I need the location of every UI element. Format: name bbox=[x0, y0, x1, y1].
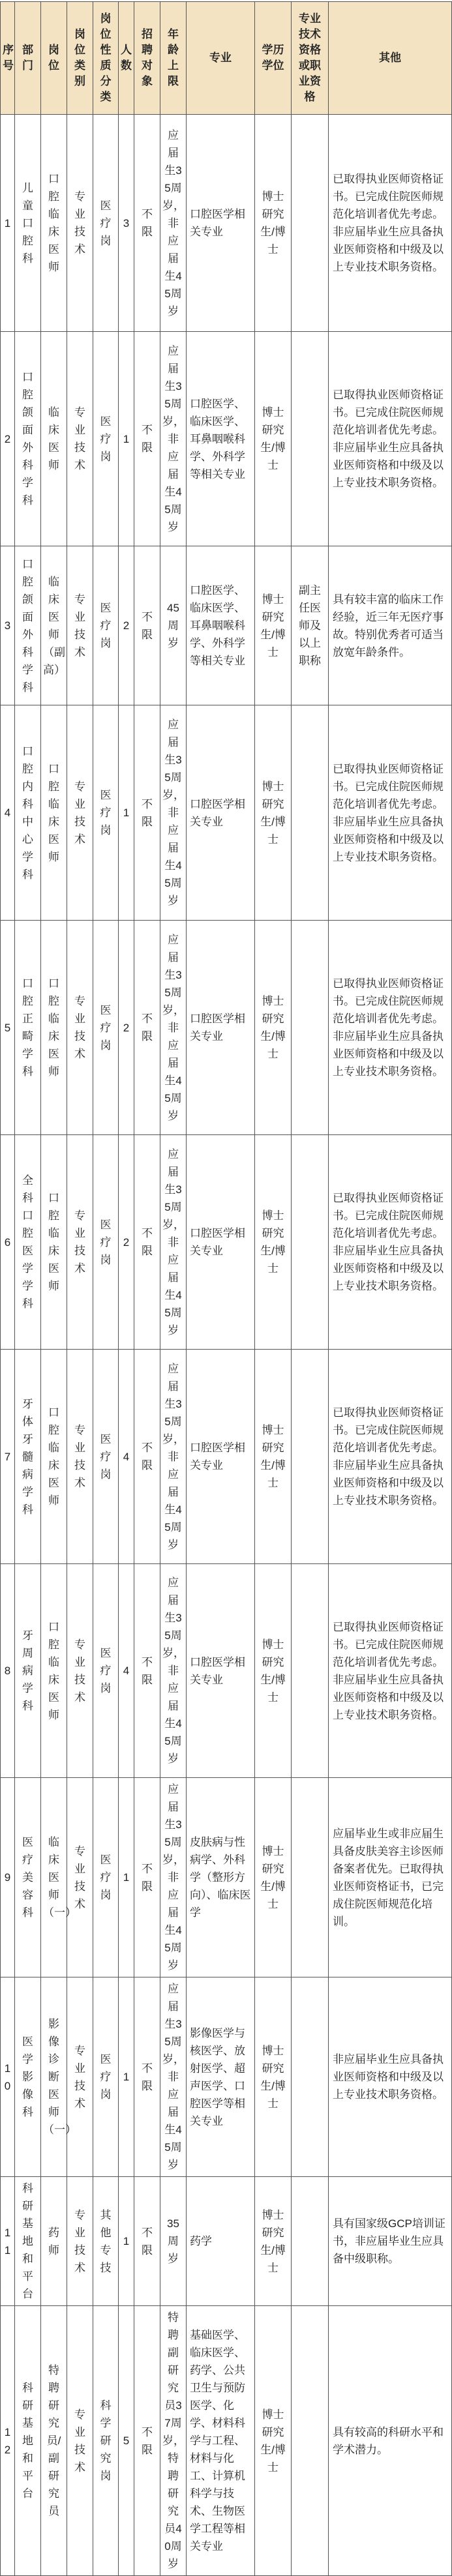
cell-target: 不限 bbox=[134, 1977, 160, 2177]
cell-dept: 全科口腔医学学科 bbox=[15, 1135, 41, 1350]
cell-dept: 口腔颌面外科学科 bbox=[15, 332, 41, 546]
cell-count: 1 bbox=[119, 1778, 134, 1977]
cell-target: 不限 bbox=[134, 115, 160, 332]
table-row bbox=[1, 921, 452, 1135]
cell-post: 药师 bbox=[41, 2177, 67, 2306]
cell-target: 不限 bbox=[134, 1564, 160, 1778]
cell-target: 不限 bbox=[134, 1778, 160, 1977]
cell-no: 11 bbox=[1, 2177, 15, 2306]
cell-category: 专业技术 bbox=[67, 705, 93, 921]
cell-dept: 口腔颌面外科学科 bbox=[15, 546, 41, 705]
cell-no: 8 bbox=[1, 1564, 15, 1778]
cell-target: 不限 bbox=[134, 705, 160, 921]
header-cell: 序号 bbox=[1, 2, 15, 115]
cell-qualification bbox=[292, 1350, 329, 1564]
table-row bbox=[1, 2177, 452, 2306]
cell-post: 口腔临床医师 bbox=[41, 921, 67, 1135]
header-cell: 专业技术资格或职业资格 bbox=[292, 2, 329, 115]
cell-degree: 博士研究生/博士 bbox=[255, 1350, 292, 1564]
header-cell: 年龄上限 bbox=[160, 2, 187, 115]
cell-other: 非应届毕业生应具备执业医师资格和中级及以上专业技术职务资格。 bbox=[329, 1977, 452, 2177]
cell-no: 4 bbox=[1, 705, 15, 921]
cell-dept: 科研基地和平台 bbox=[15, 2306, 41, 2576]
cell-no: 7 bbox=[1, 1350, 15, 1564]
cell-major: 口腔医学相关专业 bbox=[187, 1135, 255, 1350]
table-header-row bbox=[1, 2, 452, 115]
cell-other: 已取得执业医师资格证书。已完成住院医师规范化培训者优先考虑。非应届毕业生应具备执业医师资格和中级及以上专业技术职务资格。 bbox=[329, 1564, 452, 1778]
cell-major: 影像医学与核医学、放射医学、超声医学、口腔医学等相关专业 bbox=[187, 1977, 255, 2177]
cell-major: 口腔医学相关专业 bbox=[187, 1564, 255, 1778]
cell-category: 专业技术 bbox=[67, 546, 93, 705]
table-row bbox=[1, 2306, 452, 2576]
cell-post: 口腔临床医师 bbox=[41, 1135, 67, 1350]
header-cell: 招聘对象 bbox=[134, 2, 160, 115]
cell-nature: 医疗岗 bbox=[93, 332, 119, 546]
cell-count: 1 bbox=[119, 705, 134, 921]
cell-nature: 医疗岗 bbox=[93, 1350, 119, 1564]
header-cell: 部门 bbox=[15, 2, 41, 115]
cell-category: 专业技术 bbox=[67, 1564, 93, 1778]
cell-degree: 博士研究生/博士 bbox=[255, 115, 292, 332]
cell-age: 45周岁 bbox=[160, 546, 187, 705]
cell-count: 2 bbox=[119, 1135, 134, 1350]
cell-no: 9 bbox=[1, 1778, 15, 1977]
cell-count: 1 bbox=[119, 1977, 134, 2177]
cell-nature: 医疗岗 bbox=[93, 1977, 119, 2177]
cell-degree: 博士研究生/博士 bbox=[255, 705, 292, 921]
cell-qualification bbox=[292, 332, 329, 546]
cell-major: 口腔医学、临床医学、耳鼻咽喉科学、外科学等相关专业 bbox=[187, 332, 255, 546]
cell-nature: 其他专技 bbox=[93, 2177, 119, 2306]
cell-dept: 口腔正畸学科 bbox=[15, 921, 41, 1135]
cell-qualification bbox=[292, 1135, 329, 1350]
cell-category: 专业技术 bbox=[67, 2177, 93, 2306]
cell-target: 不限 bbox=[134, 546, 160, 705]
cell-age: 应届生35周岁，非应届生45周岁 bbox=[160, 1977, 187, 2177]
cell-category: 专业技术 bbox=[67, 1977, 93, 2177]
cell-qualification bbox=[292, 1778, 329, 1977]
cell-qualification bbox=[292, 921, 329, 1135]
cell-count: 2 bbox=[119, 546, 134, 705]
cell-qualification bbox=[292, 2306, 329, 2576]
header-cell: 专业 bbox=[187, 2, 255, 115]
cell-category: 专业技术 bbox=[67, 1135, 93, 1350]
table-row bbox=[1, 1135, 452, 1350]
cell-post: 影像诊断医师（一） bbox=[41, 1977, 67, 2177]
cell-category: 专业技术 bbox=[67, 115, 93, 332]
cell-nature: 医疗岗 bbox=[93, 115, 119, 332]
table-row bbox=[1, 1778, 452, 1977]
cell-degree: 博士研究生/博士 bbox=[255, 1135, 292, 1350]
header-cell: 岗位类别 bbox=[67, 2, 93, 115]
cell-target: 不限 bbox=[134, 332, 160, 546]
cell-nature: 医疗岗 bbox=[93, 1135, 119, 1350]
cell-major: 口腔医学相关专业 bbox=[187, 705, 255, 921]
cell-qualification bbox=[292, 1977, 329, 2177]
cell-category: 专业技术 bbox=[67, 1778, 93, 1977]
recruitment-table bbox=[0, 1, 452, 2576]
cell-no: 3 bbox=[1, 546, 15, 705]
cell-qualification bbox=[292, 1564, 329, 1778]
cell-post: 口腔临床医师 bbox=[41, 115, 67, 332]
cell-other: 应届毕业生或非应届生具备皮肤美容主诊医师备案者优先。已取得执业医师资格证书，已完成住院医师规范化培训。 bbox=[329, 1778, 452, 1977]
cell-nature: 医疗岗 bbox=[93, 546, 119, 705]
cell-post: 临床医师 bbox=[41, 332, 67, 546]
cell-nature: 医疗岗 bbox=[93, 921, 119, 1135]
cell-nature: 医疗岗 bbox=[93, 1778, 119, 1977]
cell-count: 2 bbox=[119, 921, 134, 1135]
header-cell: 岗位性质分类 bbox=[93, 2, 119, 115]
cell-major: 药学 bbox=[187, 2177, 255, 2306]
cell-no: 6 bbox=[1, 1135, 15, 1350]
cell-age: 特聘副研究员37周岁，特聘研究员40周岁 bbox=[160, 2306, 187, 2576]
cell-count: 3 bbox=[119, 115, 134, 332]
cell-post: 口腔临床医师 bbox=[41, 1564, 67, 1778]
cell-dept: 儿童口腔科 bbox=[15, 115, 41, 332]
table-row bbox=[1, 705, 452, 921]
cell-count: 4 bbox=[119, 1350, 134, 1564]
table-row bbox=[1, 1977, 452, 2177]
cell-degree: 博士研究生/博士 bbox=[255, 1977, 292, 2177]
table-row bbox=[1, 1564, 452, 1778]
cell-degree: 博士研究生/博士 bbox=[255, 332, 292, 546]
cell-no: 5 bbox=[1, 921, 15, 1135]
cell-nature: 科学研究岗 bbox=[93, 2306, 119, 2576]
table-row bbox=[1, 1350, 452, 1564]
cell-other: 已取得执业医师资格证书。已完成住院医师规范化培训者优先考虑。非应届毕业生应具备执业医师资格和中级及以上专业技术职务资格。 bbox=[329, 705, 452, 921]
cell-age: 应届生35周岁，非应届生45周岁 bbox=[160, 705, 187, 921]
header-cell: 学历学位 bbox=[255, 2, 292, 115]
cell-age: 应届生35周岁，非应届生45周岁 bbox=[160, 1135, 187, 1350]
cell-target: 不限 bbox=[134, 1350, 160, 1564]
cell-degree: 博士研究生/博士 bbox=[255, 1778, 292, 1977]
cell-nature: 医疗岗 bbox=[93, 705, 119, 921]
cell-age: 应届生35周岁，非应届生45周岁 bbox=[160, 1564, 187, 1778]
cell-dept: 科研基地和平台 bbox=[15, 2177, 41, 2306]
table-row bbox=[1, 332, 452, 546]
cell-degree: 博士研究生/博士 bbox=[255, 921, 292, 1135]
cell-age: 应届生35周岁，非应届生45周岁 bbox=[160, 921, 187, 1135]
cell-no: 1 bbox=[1, 115, 15, 332]
cell-dept: 医疗美容科 bbox=[15, 1778, 41, 1977]
cell-target: 不限 bbox=[134, 1135, 160, 1350]
cell-other: 已取得执业医师资格证书。已完成住院医师规范化培训者优先考虑。非应届毕业生应具备执业医师资格和中级及以上专业技术职务资格。 bbox=[329, 115, 452, 332]
header-cell: 人数 bbox=[119, 2, 134, 115]
cell-major: 口腔医学相关专业 bbox=[187, 1350, 255, 1564]
cell-category: 专业技术 bbox=[67, 332, 93, 546]
cell-count: 1 bbox=[119, 332, 134, 546]
cell-other: 已取得执业医师资格证书。已完成住院医师规范化培训者优先考虑。非应届毕业生应具备执业医师资格和中级及以上专业技术职务资格。 bbox=[329, 1350, 452, 1564]
cell-qualification: 副主任医师及以上职称 bbox=[292, 546, 329, 705]
cell-degree: 博士研究生/博士 bbox=[255, 546, 292, 705]
cell-other: 已取得执业医师资格证书。已完成住院医师规范化培训者优先考虑。非应届毕业生应具备执业医师资格和中级及以上专业技术职务资格。 bbox=[329, 332, 452, 546]
cell-age: 应届生35周岁，非应届生45周岁 bbox=[160, 1350, 187, 1564]
cell-post: 口腔临床医师 bbox=[41, 705, 67, 921]
cell-major: 基础医学、临床医学、药学、公共卫生与预防医学、化学、材料科学与工程、材料与化工、计算机科学与技术、生物医学工程等相关专业 bbox=[187, 2306, 255, 2576]
cell-major: 皮肤病与性病学、外科学（整形方向）、临床医学 bbox=[187, 1778, 255, 1977]
cell-post: 临床医师（副高） bbox=[41, 546, 67, 705]
cell-count: 5 bbox=[119, 2306, 134, 2576]
cell-no: 2 bbox=[1, 332, 15, 546]
cell-degree: 博士研究生/博士 bbox=[255, 2177, 292, 2306]
cell-major: 口腔医学相关专业 bbox=[187, 115, 255, 332]
cell-post: 口腔临床医师 bbox=[41, 1350, 67, 1564]
cell-age: 应届生35周岁，非应届生45周岁 bbox=[160, 115, 187, 332]
cell-dept: 牙周病学科 bbox=[15, 1564, 41, 1778]
cell-count: 1 bbox=[119, 2177, 134, 2306]
cell-target: 不限 bbox=[134, 2177, 160, 2306]
cell-target: 不限 bbox=[134, 2306, 160, 2576]
cell-nature: 医疗岗 bbox=[93, 1564, 119, 1778]
header-cell: 其他 bbox=[329, 2, 452, 115]
table-row bbox=[1, 115, 452, 332]
table-row bbox=[1, 546, 452, 705]
cell-dept: 牙体牙髓病学科 bbox=[15, 1350, 41, 1564]
cell-post: 临床医师（一） bbox=[41, 1778, 67, 1977]
cell-qualification bbox=[292, 705, 329, 921]
header-cell: 岗位 bbox=[41, 2, 67, 115]
cell-qualification bbox=[292, 115, 329, 332]
cell-category: 专业技术 bbox=[67, 1350, 93, 1564]
cell-age: 应届生35周岁，非应届生45周岁 bbox=[160, 332, 187, 546]
cell-no: 12 bbox=[1, 2306, 15, 2576]
cell-age: 应届生35周岁，非应届生45周岁 bbox=[160, 1778, 187, 1977]
cell-other: 具有较高的科研水平和学术潜力。 bbox=[329, 2306, 452, 2576]
cell-major: 口腔医学、临床医学、耳鼻咽喉科学、外科学等相关专业 bbox=[187, 546, 255, 705]
cell-age: 35周岁 bbox=[160, 2177, 187, 2306]
cell-no: 10 bbox=[1, 1977, 15, 2177]
cell-dept: 口腔内科中心学科 bbox=[15, 705, 41, 921]
cell-other: 已取得执业医师资格证书。已完成住院医师规范化培训者优先考虑。非应届毕业生应具备执业医师资格和中级及以上专业技术职务资格。 bbox=[329, 1135, 452, 1350]
cell-degree: 博士研究生/博士 bbox=[255, 2306, 292, 2576]
cell-major: 口腔医学相关专业 bbox=[187, 921, 255, 1135]
cell-qualification bbox=[292, 2177, 329, 2306]
cell-post: 特聘研究员/副研究员 bbox=[41, 2306, 67, 2576]
cell-count: 4 bbox=[119, 1564, 134, 1778]
cell-category: 专业技术 bbox=[67, 921, 93, 1135]
cell-other: 具有较丰富的临床工作经验，近三年无医疗事故。特别优秀者可适当放宽年龄条件。 bbox=[329, 546, 452, 705]
cell-dept: 医学影像科 bbox=[15, 1977, 41, 2177]
cell-category: 专业技术 bbox=[67, 2306, 93, 2576]
cell-other: 已取得执业医师资格证书。已完成住院医师规范化培训者优先考虑。非应届毕业生应具备执业医师资格和中级及以上专业技术职务资格。 bbox=[329, 921, 452, 1135]
cell-other: 具有国家级GCP培训证书，非应届毕业生应具备中级职称。 bbox=[329, 2177, 452, 2306]
cell-target: 不限 bbox=[134, 921, 160, 1135]
cell-degree: 博士研究生/博士 bbox=[255, 1564, 292, 1778]
